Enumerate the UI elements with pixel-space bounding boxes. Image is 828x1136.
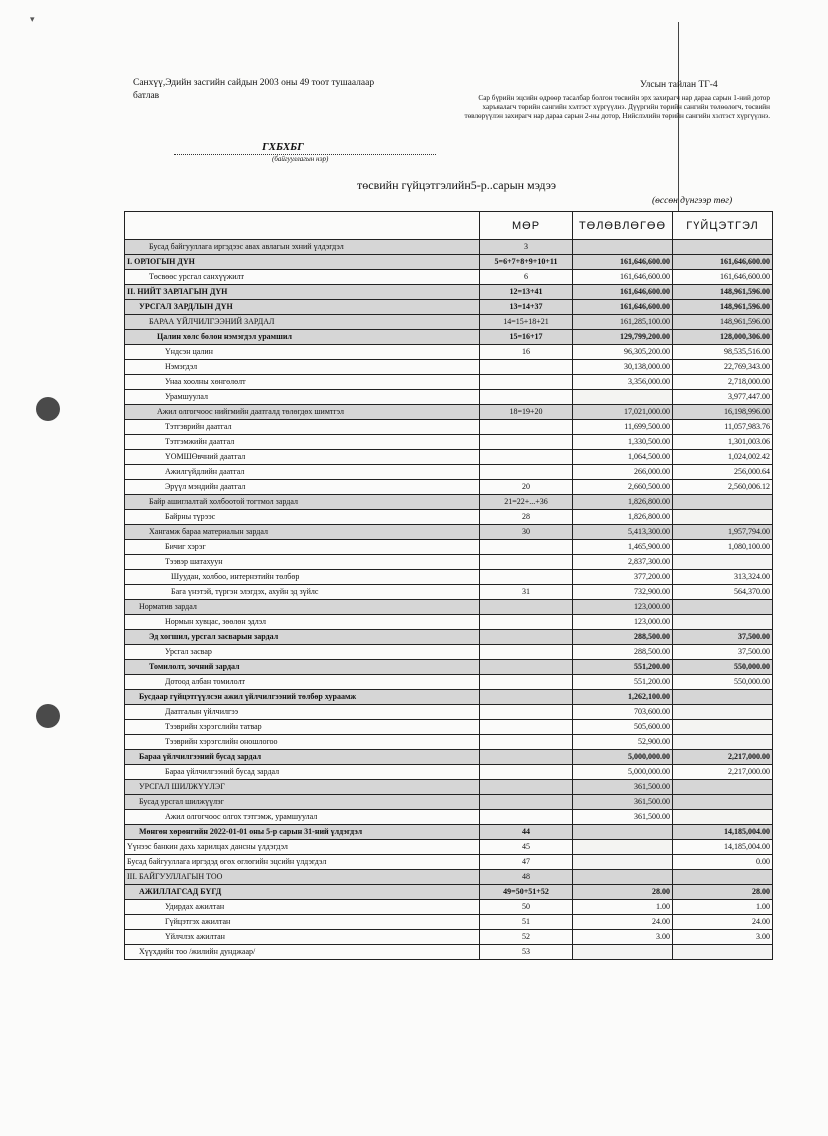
row-actual: 37,500.00 [673, 645, 773, 660]
table-row [125, 870, 773, 885]
row-plan: 11,699,500.00 [573, 420, 673, 435]
table-row [125, 375, 773, 390]
row-actual: 37,500.00 [673, 630, 773, 645]
row-plan: 1,465,900.00 [573, 540, 673, 555]
row-label: Үүнээс банкин дахь харилцах дансны үлдэгдэл [125, 840, 480, 855]
row-label: Нэмэгдэл [125, 360, 480, 375]
table-row [125, 780, 773, 795]
row-number [480, 420, 573, 435]
table-row [125, 810, 773, 825]
table-row [125, 450, 773, 465]
table-row [125, 900, 773, 915]
table-row [125, 675, 773, 690]
table-row [125, 435, 773, 450]
row-actual: 256,000.64 [673, 465, 773, 480]
row-number [480, 750, 573, 765]
row-label: Тэтгэврийн даатгал [125, 420, 480, 435]
row-plan: 161,646,600.00 [573, 270, 673, 285]
table-row [125, 315, 773, 330]
row-number [480, 780, 573, 795]
scan-mark: ▾ [30, 14, 35, 24]
table-row [125, 930, 773, 945]
row-plan: 123,000.00 [573, 615, 673, 630]
row-plan: 3,356,000.00 [573, 375, 673, 390]
row-number: 13=14+37 [480, 300, 573, 315]
row-actual: 3.00 [673, 930, 773, 945]
row-label: УРСГАЛ ШИЛЖҮҮЛЭГ [125, 780, 480, 795]
row-label: Ажил олгогчоос нийгмийн даатгалд төлөгдөх шимтгэл [125, 405, 480, 420]
row-plan: 2,660,500.00 [573, 480, 673, 495]
table-row [125, 705, 773, 720]
row-label: Даатгалын үйлчилгээ [125, 705, 480, 720]
header-label [125, 212, 480, 240]
report-title: төсвийн гүйцэтгэлийн5-р..сарын мэдээ [357, 178, 557, 192]
row-plan: 732,900.00 [573, 585, 673, 600]
row-actual: 128,000,306.00 [673, 330, 773, 345]
row-number [480, 795, 573, 810]
row-actual [673, 810, 773, 825]
row-number: 51 [480, 915, 573, 930]
row-plan: 361,500.00 [573, 795, 673, 810]
header-actual: ГҮЙЦЭТГЭЛ [673, 212, 773, 240]
row-label: Бага үнэтэй, түргэн элэгдэх, ахуйн эд зүйлс [125, 585, 480, 600]
row-label: Эрүүл мэндийн даатгал [125, 480, 480, 495]
table-header-row [125, 212, 773, 240]
row-actual [673, 870, 773, 885]
table-row [125, 750, 773, 765]
row-plan: 5,413,300.00 [573, 525, 673, 540]
row-plan: 1.00 [573, 900, 673, 915]
row-label: Тээвэр шатахуун [125, 555, 480, 570]
row-number [480, 600, 573, 615]
row-plan: 377,200.00 [573, 570, 673, 585]
row-number: 16 [480, 345, 573, 360]
row-actual [673, 510, 773, 525]
row-number: 47 [480, 855, 573, 870]
row-plan: 703,600.00 [573, 705, 673, 720]
row-actual: 148,961,596.00 [673, 300, 773, 315]
row-actual: 14,185,004.00 [673, 840, 773, 855]
row-label: Шуудан, холбоо, интернэтийн төлбөр [125, 570, 480, 585]
table-row [125, 915, 773, 930]
row-label: Бараа үйлчилгээний бусад зардал [125, 750, 480, 765]
table-row [125, 345, 773, 360]
row-label: Урамшуулал [125, 390, 480, 405]
row-actual [673, 615, 773, 630]
row-number: 53 [480, 945, 573, 960]
table-row [125, 645, 773, 660]
row-number [480, 645, 573, 660]
row-actual: 1,080,100.00 [673, 540, 773, 555]
table-row [125, 690, 773, 705]
row-plan: 288,500.00 [573, 645, 673, 660]
row-label: Байр ашиглалтай холбоотой тогтмол зардал [125, 495, 480, 510]
row-number: 44 [480, 825, 573, 840]
table-row [125, 555, 773, 570]
row-actual [673, 780, 773, 795]
row-actual: 1,024,002.42 [673, 450, 773, 465]
row-label: Эд хогшил, урсгал засварын зардал [125, 630, 480, 645]
row-plan: 24.00 [573, 915, 673, 930]
row-number [480, 390, 573, 405]
row-plan: 505,600.00 [573, 720, 673, 735]
row-label: Үйлчлэх ажилтан [125, 930, 480, 945]
table-row [125, 330, 773, 345]
row-number [480, 375, 573, 390]
row-label: Норматив зардал [125, 600, 480, 615]
row-label: Гүйцэтгэх ажилтан [125, 915, 480, 930]
row-number [480, 735, 573, 750]
row-plan: 1,826,800.00 [573, 510, 673, 525]
row-label: Урсгал засвар [125, 645, 480, 660]
row-label: Унаа хоолны хөнгөлөлт [125, 375, 480, 390]
row-label: АЖИЛЛАГСАД БҮГД [125, 885, 480, 900]
table-row [125, 765, 773, 780]
table-row [125, 945, 773, 960]
row-label: УРСГАЛ ЗАРДЛЫН ДҮН [125, 300, 480, 315]
row-actual [673, 795, 773, 810]
row-label: III. БАЙГУУЛЛАГЫН ТОО [125, 870, 480, 885]
table-row [125, 600, 773, 615]
row-label: Бараа үйлчилгээний бусад зардал [125, 765, 480, 780]
row-label: II. НИЙТ ЗАРЛАГЫН ДҮН [125, 285, 480, 300]
row-actual: 564,370.00 [673, 585, 773, 600]
row-number [480, 660, 573, 675]
form-code: Улсын тайлан ТГ-4 [640, 80, 718, 90]
row-number: 48 [480, 870, 573, 885]
row-actual: 28.00 [673, 885, 773, 900]
row-label: Байрны түрээс [125, 510, 480, 525]
row-actual: 1.00 [673, 900, 773, 915]
table-row [125, 825, 773, 840]
row-plan: 1,262,100.00 [573, 690, 673, 705]
row-plan [573, 840, 673, 855]
row-actual: 148,961,596.00 [673, 315, 773, 330]
row-plan: 551,200.00 [573, 660, 673, 675]
table-row [125, 390, 773, 405]
row-plan: 28.00 [573, 885, 673, 900]
row-label: Бусад байгууллага иргэдээс авах авлагын эхний үлдэгдэл [125, 240, 480, 255]
row-number [480, 765, 573, 780]
row-label: Бичиг хэрэг [125, 540, 480, 555]
row-number: 52 [480, 930, 573, 945]
row-plan: 161,646,600.00 [573, 255, 673, 270]
table-row [125, 795, 773, 810]
row-actual [673, 735, 773, 750]
row-label: Ажилгүйдлийн даатгал [125, 465, 480, 480]
row-actual [673, 240, 773, 255]
table-row [125, 570, 773, 585]
row-label: Дотоод албан томилолт [125, 675, 480, 690]
approval-line-1: Санхүү,Эдийн засгийн сайдын 2003 оны 49 тоот тушаалаар [133, 78, 375, 88]
header-plan: ТӨЛӨВЛӨГӨӨ [573, 212, 673, 240]
row-actual: 148,961,596.00 [673, 285, 773, 300]
row-number [480, 570, 573, 585]
row-label: Нормын хувцас, зөөлөн эдлэл [125, 615, 480, 630]
row-label: Мөнгөн хөрөнгийн 2022-01-01 оны 5-р сарын 31-ний үлдэгдэл [125, 825, 480, 840]
row-label: Төсвөөс урсгал санхүүжилт [125, 270, 480, 285]
row-number: 15=16+17 [480, 330, 573, 345]
row-plan: 3.00 [573, 930, 673, 945]
row-plan: 5,000,000.00 [573, 765, 673, 780]
row-plan [573, 870, 673, 885]
row-plan: 1,826,800.00 [573, 495, 673, 510]
row-actual: 2,217,000.00 [673, 765, 773, 780]
row-plan: 2,837,300.00 [573, 555, 673, 570]
row-label: Бусад урсгал шилжүүлэг [125, 795, 480, 810]
row-label: Удирдах ажилтан [125, 900, 480, 915]
row-plan: 96,305,200.00 [573, 345, 673, 360]
row-number: 28 [480, 510, 573, 525]
row-actual: 2,560,006.12 [673, 480, 773, 495]
table-row [125, 255, 773, 270]
table-row [125, 270, 773, 285]
row-actual [673, 720, 773, 735]
submission-instruction: Сар бүрийн эцсийн өдрөөр тасалбар болгон төсвийн эрх захирагч нар дараа сарын 1-ний дотор харъяалагч төрийн сангийн хэлтэст хүргүүлнэ. Дүүргийн төрийн сангийн төлөөлөгч, төсвийн төвлөрүүлэн захирагч нар дараа сарын 2-ны дотор, Нийслэлийн төрийн сангийн хэлтэст хүргүүлнэ. [464, 94, 770, 120]
row-plan: 129,799,200.00 [573, 330, 673, 345]
row-actual: 2,217,000.00 [673, 750, 773, 765]
row-label: Хангамж бараа материалын зардал [125, 525, 480, 540]
table-row [125, 855, 773, 870]
row-number [480, 675, 573, 690]
row-label: Цалин хөлс болон нэмэгдэл урамшил [125, 330, 480, 345]
row-plan: 266,000.00 [573, 465, 673, 480]
table-row [125, 585, 773, 600]
row-plan: 5,000,000.00 [573, 750, 673, 765]
row-actual: 313,324.00 [673, 570, 773, 585]
row-plan: 288,500.00 [573, 630, 673, 645]
table-row [125, 240, 773, 255]
row-actual [673, 705, 773, 720]
row-plan [573, 390, 673, 405]
table-row [125, 495, 773, 510]
row-number: 6 [480, 270, 573, 285]
row-label: Ажил олгогчоос олгох тэтгэмж, урамшуулал [125, 810, 480, 825]
punch-hole-top [36, 397, 60, 421]
row-plan: 123,000.00 [573, 600, 673, 615]
row-label: ҮОМШӨвчний даатгал [125, 450, 480, 465]
row-actual [673, 690, 773, 705]
row-actual: 550,000.00 [673, 660, 773, 675]
table-row [125, 660, 773, 675]
row-number [480, 720, 573, 735]
row-number [480, 540, 573, 555]
row-actual: 550,000.00 [673, 675, 773, 690]
row-plan: 52,900.00 [573, 735, 673, 750]
table-row [125, 525, 773, 540]
row-actual: 0.00 [673, 855, 773, 870]
organization-name: ГХБХБГ [262, 141, 304, 153]
row-actual: 3,977,447.00 [673, 390, 773, 405]
table-row [125, 360, 773, 375]
row-label: I. ОРЛОГЫН ДҮН [125, 255, 480, 270]
row-label: Тээврийн хэрэгслийн татвар [125, 720, 480, 735]
row-number: 30 [480, 525, 573, 540]
row-label: Хүүхдийн тоо /жилийн дунджаар/ [125, 945, 480, 960]
row-number [480, 450, 573, 465]
table-row [125, 615, 773, 630]
row-actual: 98,535,516.00 [673, 345, 773, 360]
row-number: 45 [480, 840, 573, 855]
unit-note: (өссөн дүнгээр төг) [652, 196, 733, 206]
table-row [125, 465, 773, 480]
row-label: Бусад байгууллага иргэдэд өгөх өглөгийн эцсийн үлдэгдэл [125, 855, 480, 870]
row-plan: 1,064,500.00 [573, 450, 673, 465]
row-actual: 1,957,794.00 [673, 525, 773, 540]
row-number: 31 [480, 585, 573, 600]
punch-hole-bottom [36, 704, 60, 728]
table-row [125, 540, 773, 555]
row-plan: 551,200.00 [573, 675, 673, 690]
row-number: 14=15+18+21 [480, 315, 573, 330]
approval-line-2: батлав [133, 91, 160, 101]
row-number [480, 705, 573, 720]
organization-caption: (байгууллагын нэр) [272, 155, 329, 163]
table-row [125, 630, 773, 645]
table-row [125, 285, 773, 300]
row-plan: 161,646,600.00 [573, 300, 673, 315]
row-actual [673, 495, 773, 510]
row-number [480, 615, 573, 630]
row-label: Бусдаар гүйцэтгүүлсэн ажил үйлчилгээний төлбөр хураамж [125, 690, 480, 705]
row-plan: 30,138,000.00 [573, 360, 673, 375]
table-row [125, 735, 773, 750]
table-row [125, 420, 773, 435]
row-label: Тээврийн хэрэгслийн оношлогоо [125, 735, 480, 750]
row-label: Томилолт, зочний зардал [125, 660, 480, 675]
row-actual: 2,718,000.00 [673, 375, 773, 390]
table-row [125, 480, 773, 495]
row-plan: 361,500.00 [573, 780, 673, 795]
row-plan [573, 855, 673, 870]
table-row [125, 720, 773, 735]
row-number: 21=22+...+36 [480, 495, 573, 510]
row-number: 12=13+41 [480, 285, 573, 300]
row-number [480, 465, 573, 480]
row-actual [673, 555, 773, 570]
row-number: 50 [480, 900, 573, 915]
row-number: 49=50+51+52 [480, 885, 573, 900]
row-plan: 17,021,000.00 [573, 405, 673, 420]
row-plan: 1,330,500.00 [573, 435, 673, 450]
row-plan [573, 945, 673, 960]
row-actual: 22,769,343.00 [673, 360, 773, 375]
row-number: 20 [480, 480, 573, 495]
table-row [125, 840, 773, 855]
row-actual: 14,185,004.00 [673, 825, 773, 840]
row-plan: 161,285,100.00 [573, 315, 673, 330]
row-actual: 24.00 [673, 915, 773, 930]
row-actual [673, 945, 773, 960]
row-number [480, 435, 573, 450]
row-label: Үндсэн цалин [125, 345, 480, 360]
header-row-number: МӨР [480, 212, 573, 240]
row-number [480, 555, 573, 570]
row-number: 3 [480, 240, 573, 255]
budget-table [124, 211, 773, 960]
row-actual: 161,646,600.00 [673, 270, 773, 285]
row-plan [573, 825, 673, 840]
table-row [125, 405, 773, 420]
table-row [125, 510, 773, 525]
row-number [480, 360, 573, 375]
row-actual: 16,198,996.00 [673, 405, 773, 420]
table-row [125, 300, 773, 315]
row-actual: 161,646,600.00 [673, 255, 773, 270]
row-number: 5=6+7+8+9+10+11 [480, 255, 573, 270]
row-number [480, 630, 573, 645]
row-label: Тэтгэмжийн даатгал [125, 435, 480, 450]
row-actual: 11,057,983.76 [673, 420, 773, 435]
row-number [480, 810, 573, 825]
row-plan: 161,646,600.00 [573, 285, 673, 300]
row-plan [573, 240, 673, 255]
row-actual: 1,301,003.06 [673, 435, 773, 450]
table-row [125, 885, 773, 900]
row-label: БАРАА ҮЙЛЧИЛГЭЭНИЙ ЗАРДАЛ [125, 315, 480, 330]
row-number: 18=19+20 [480, 405, 573, 420]
row-number [480, 690, 573, 705]
approval-note [133, 77, 423, 103]
row-plan: 361,500.00 [573, 810, 673, 825]
row-actual [673, 600, 773, 615]
